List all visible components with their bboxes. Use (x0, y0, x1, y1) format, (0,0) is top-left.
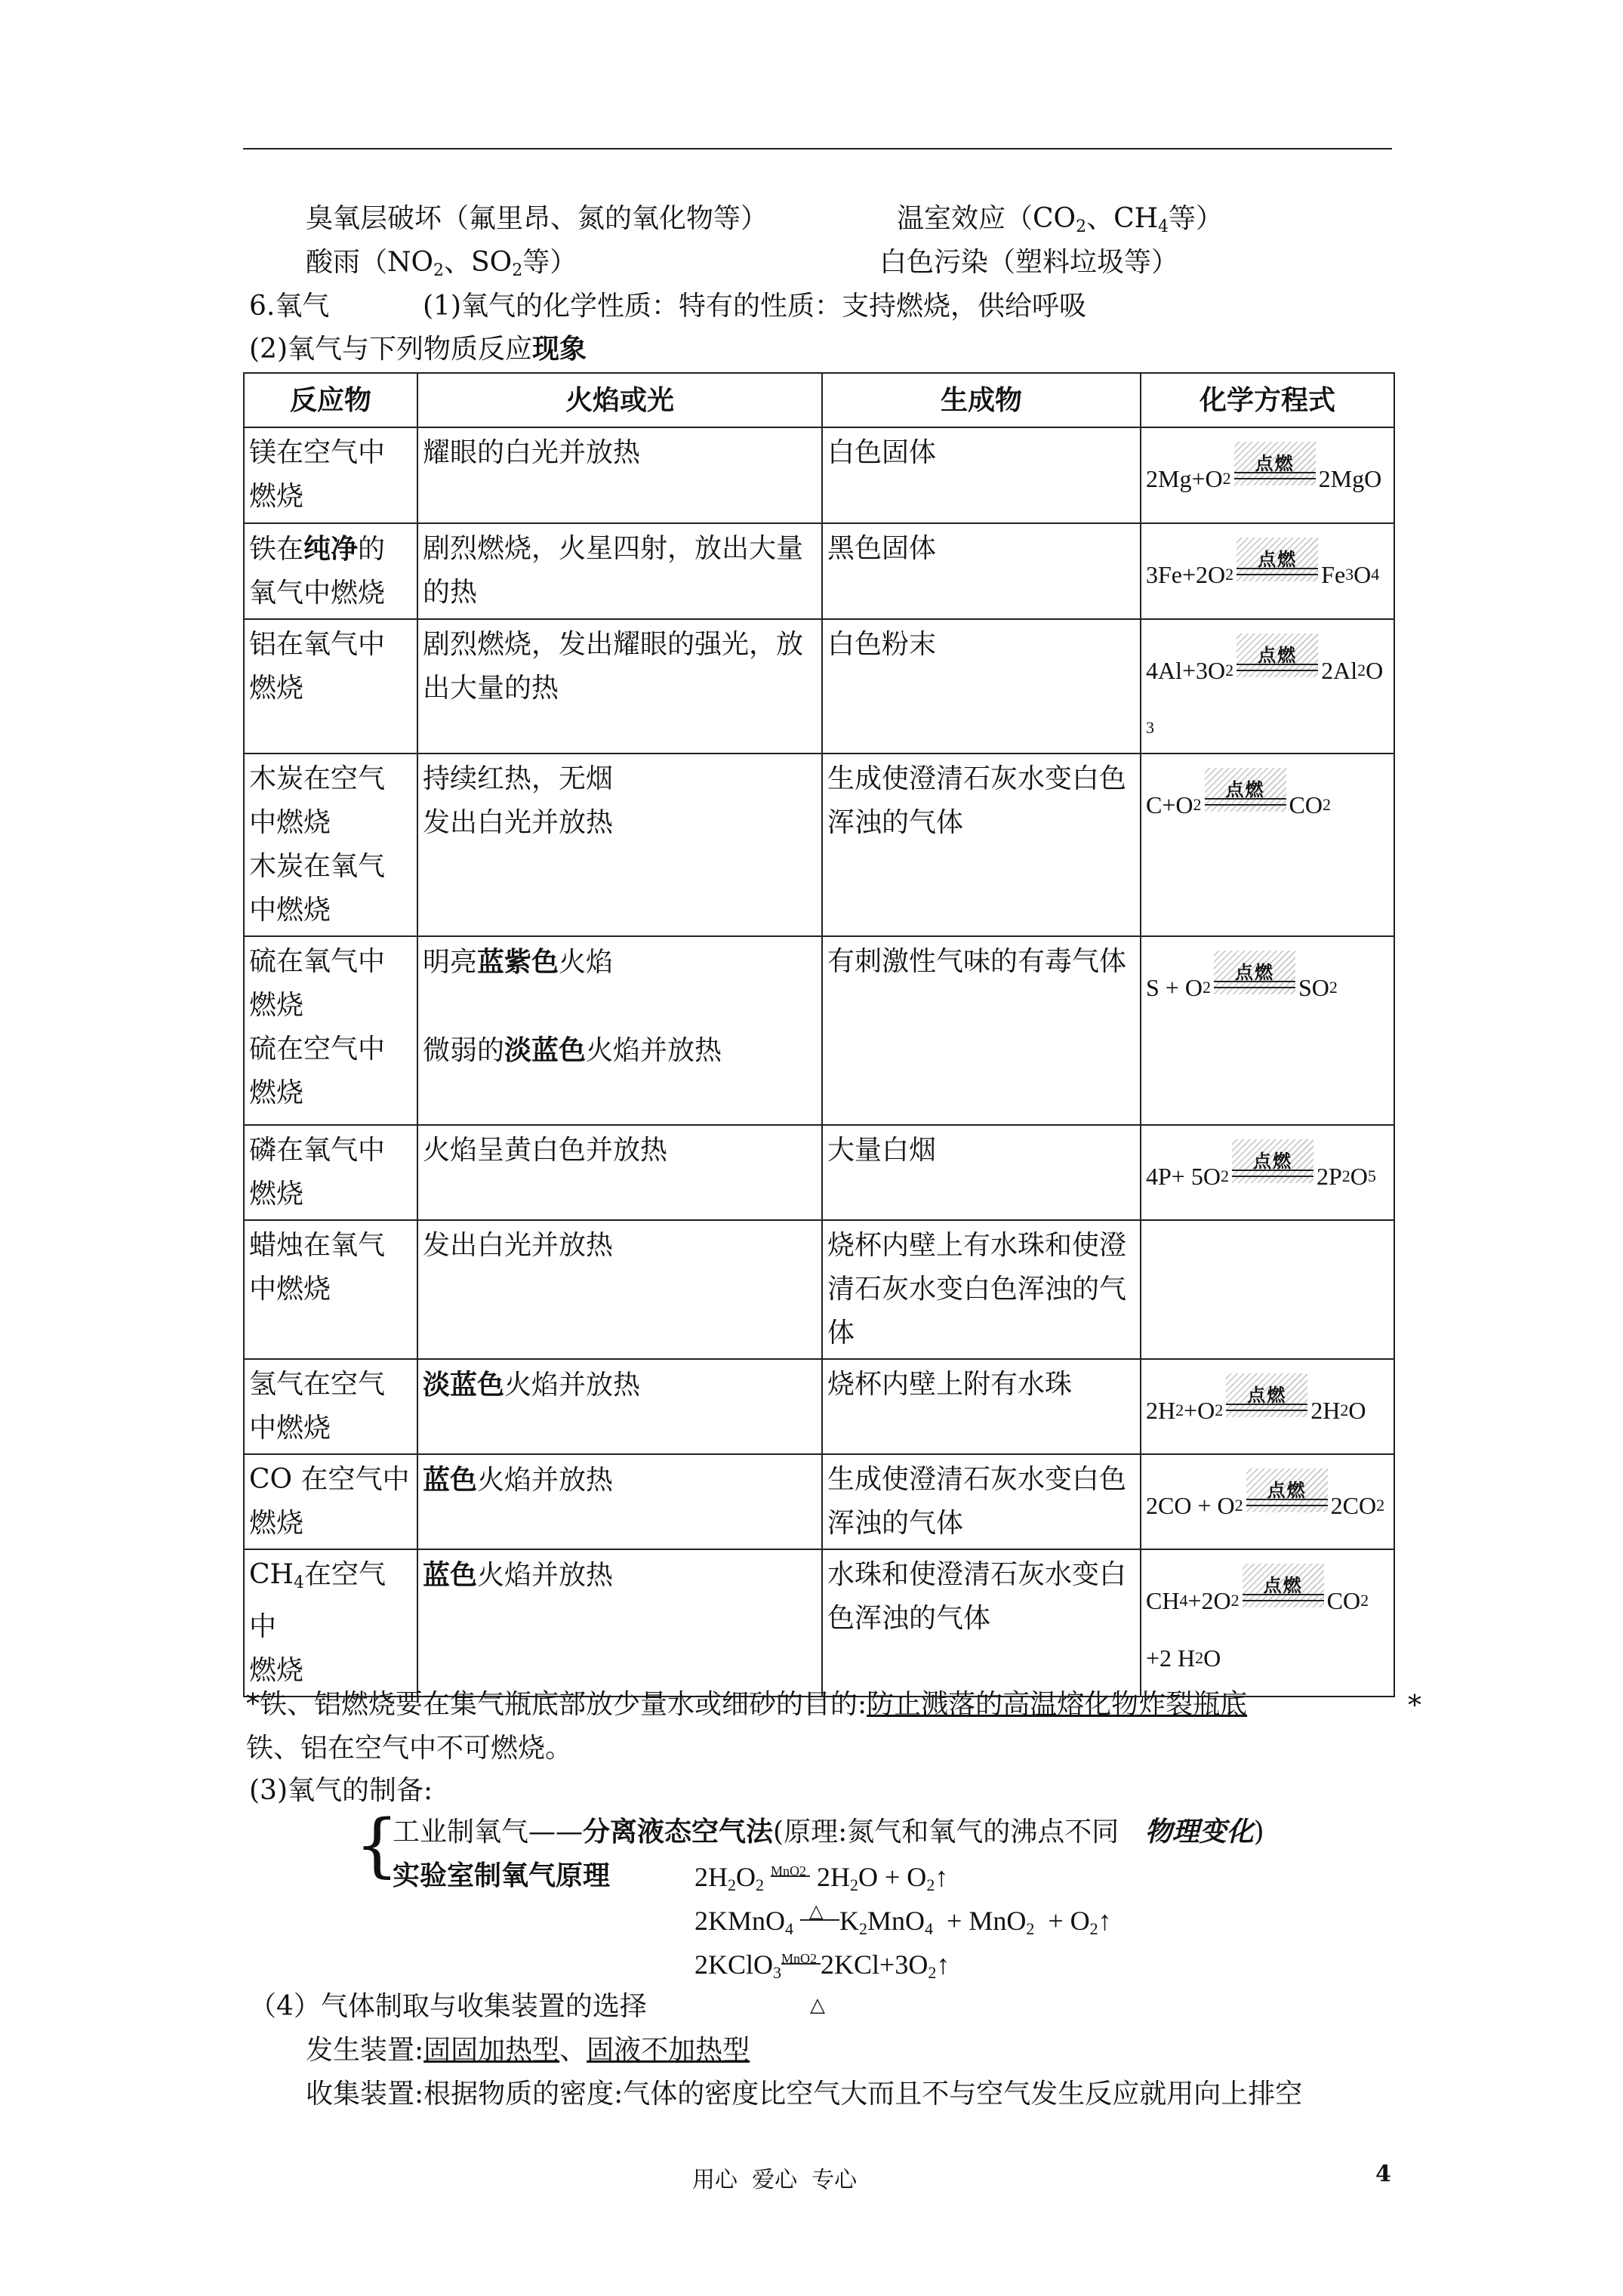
cell-equation: S + O 2 点燃 SO 2 (1141, 936, 1394, 1125)
header-product: 生成物 (822, 373, 1141, 427)
ignite-condition: 点燃 (1246, 1494, 1328, 1517)
cell-equation: 4Al+3O 2 点燃 2Al 2 O 3 (1141, 619, 1394, 754)
section-number-oxygen: 6.氧气 (249, 291, 330, 322)
cell-reactant: 铝在氧气中 燃烧 (244, 619, 417, 754)
equation-kclo3: 2KClO$_3$ MnO2 $2KCl+3O_2↑$ (694, 1949, 950, 1982)
header-reactant: 反应物 (244, 373, 417, 427)
cell-product: 生成使澄清石灰水变白色浑浊的气体 (822, 754, 1141, 936)
cell-reactant: 磷在氧气中 燃烧 (244, 1125, 417, 1220)
cell-flame: 蓝色火焰并放热 (417, 1549, 822, 1697)
header-equation: 化学方程式 (1141, 373, 1394, 427)
cell-flame: 发出白光并放热 (417, 1220, 822, 1359)
cell-product: 大量白烟 (822, 1125, 1141, 1220)
cell-equation: CH 4 +2O 2 点燃 CO 2 +2 H 2 O (1141, 1549, 1394, 1697)
note-not-burn-in-air: 铁、铝在空气中不可燃烧。 (246, 1733, 573, 1764)
cell-reactant: CO 在空气中 燃烧 (244, 1454, 417, 1549)
cell-product: 烧杯内壁上有水珠和使澄清石灰水变白色浑浊的气体 (822, 1220, 1141, 1359)
equation-kmno4: 2KMnO$_4$ △ $K_2MnO_4 + MnO_2$ + $O_2↑$ (694, 1901, 1112, 1938)
cell-reactant: 氢气在空气 中燃烧 (244, 1359, 417, 1454)
cell-product: 黑色固体 (822, 523, 1141, 619)
ignite-condition: 点燃 (1214, 976, 1295, 999)
intro-white-pollution: 白色污染（塑料垃圾等） (879, 247, 1179, 278)
cell-flame: 剧烈燃烧，火星四射，放出大量的热 (417, 523, 822, 619)
apparatus-heading: （4）气体制取与收集装置的选择 (249, 1991, 647, 2022)
cell-reactant: 硫在氧气中 燃烧 硫在空气中 燃烧 (244, 936, 417, 1125)
cell-reactant: $CH_4$在空气中 燃烧 (244, 1549, 417, 1697)
table-row (244, 1549, 1394, 1697)
cell-equation: 2CO + O 2 点燃 2CO 2 (1141, 1454, 1394, 1549)
cell-equation: 3Fe+2O 2 点燃 Fe 3 O 4 (1141, 523, 1394, 619)
footer-motto: 用心 爱心 专心 (692, 2167, 858, 2193)
equation-h2o2: $2H_2O_2$ MnO2 $2H_2O$ + $O_2↑$ (694, 1862, 949, 1894)
oxygen-properties: (1)氧气的化学性质：特有的性质：支持燃烧，供给呼吸 (423, 291, 1086, 322)
cell-product: 白色固体 (822, 427, 1141, 523)
table-row (244, 427, 1394, 523)
ignite-condition: 点燃 (1234, 467, 1316, 490)
page-number: 4 (1375, 2161, 1391, 2187)
ignite-condition: 点燃 (1236, 659, 1318, 682)
note-star: * (1408, 1690, 1421, 1721)
cell-flame: 剧烈燃烧，发出耀眼的强光，放出大量的热 (417, 619, 822, 754)
cell-flame: 火焰呈黄白色并放热 (417, 1125, 822, 1220)
table-row (244, 1220, 1394, 1359)
cell-flame: 持续红热，无烟 发出白光并放热 (417, 754, 822, 936)
table-row (244, 619, 1394, 754)
cell-equation: C+O 2 点燃 CO 2 (1141, 754, 1394, 936)
industrial-oxygen-line: 工业制氧气——分离液态空气法(原理:氮气和氧气的沸点不同 物理变化) (393, 1816, 1264, 1848)
generator-apparatus: 发生装置:固固加热型、固液不加热型 (306, 2035, 750, 2066)
table-header-row (244, 373, 1394, 427)
cell-flame: 明亮蓝紫色火焰 微弱的淡蓝色火焰并放热 (417, 936, 822, 1125)
delta-heat-symbol: △ (810, 1994, 825, 2017)
cell-flame: 蓝色火焰并放热 (417, 1454, 822, 1549)
table-row (244, 1359, 1394, 1454)
intro-acid-rain: 酸雨（$NO_2$、$SO_2$等） (306, 247, 577, 280)
cell-product: 生成使澄清石灰水变白色浑浊的气体 (822, 1454, 1141, 1549)
brace-icon: { (355, 1804, 399, 1885)
cell-equation: 2H 2 +O 2 点燃 2H 2 O (1141, 1359, 1394, 1454)
ignite-condition: 点燃 (1226, 1399, 1307, 1422)
reaction-table (243, 372, 1395, 1697)
intro-greenhouse: 温室效应（$CO_2$、$CH_4$等） (897, 203, 1224, 236)
cell-equation (1141, 1220, 1394, 1359)
cell-product: 烧杯内壁上附有水珠 (822, 1359, 1141, 1454)
lab-oxygen-label: 实验室制氧气原理 (393, 1860, 611, 1891)
ignite-condition: 点燃 (1205, 794, 1286, 816)
note-underlined-reason: 防止溅落的高温熔化物炸裂瓶底 (867, 1689, 1248, 1720)
cell-flame: 耀眼的白光并放热 (417, 427, 822, 523)
cell-equation: 4P+ 5O 2 点燃 2P 2 O 5 (1141, 1125, 1394, 1220)
cell-equation: 2Mg+O 2 点燃 2MgO (1141, 427, 1394, 523)
note-iron-aluminium: *铁、铝燃烧要在集气瓶底部放少量水或细砂的目的:防止溅落的高温熔化物炸裂瓶底 (246, 1689, 1248, 1720)
table-row (244, 936, 1394, 1125)
cell-product: 白色粉末 (822, 619, 1141, 754)
table-row (244, 1125, 1394, 1220)
table-row (244, 754, 1394, 936)
cell-product: 有刺激性气味的有毒气体 (822, 936, 1141, 1125)
ignite-condition: 点燃 (1236, 563, 1318, 586)
intro-ozone: 臭氧层破坏（氟里昂、氮的氧化物等） (306, 203, 768, 234)
cell-reactant: 木炭在空气 中燃烧 木炭在氧气 中燃烧 (244, 754, 417, 936)
table-row (244, 1454, 1394, 1549)
cell-reactant: 蜡烛在氧气 中燃烧 (244, 1220, 417, 1359)
header-rule (243, 148, 1392, 149)
ignite-condition: 点燃 (1243, 1589, 1324, 1612)
oxygen-preparation-heading: (3)氧气的制备: (249, 1775, 433, 1806)
cell-product: 水珠和使澄清石灰水变白色浑浊的气体 (822, 1549, 1141, 1697)
cell-flame: 淡蓝色火焰并放热 (417, 1359, 822, 1454)
reaction-phenomena-heading: (2)氧气与下列物质反应现象 (249, 333, 587, 365)
header-flame: 火焰或光 (417, 373, 822, 427)
cell-reactant: 镁在空气中 燃烧 (244, 427, 417, 523)
table-row (244, 523, 1394, 619)
ignite-condition: 点燃 (1232, 1165, 1313, 1188)
collection-apparatus: 收集装置:根据物质的密度:气体的密度比空气大而且不与空气发生反应就用向上排空 (306, 2079, 1303, 2110)
cell-reactant: 铁在纯净的 氧气中燃烧 (244, 523, 417, 619)
